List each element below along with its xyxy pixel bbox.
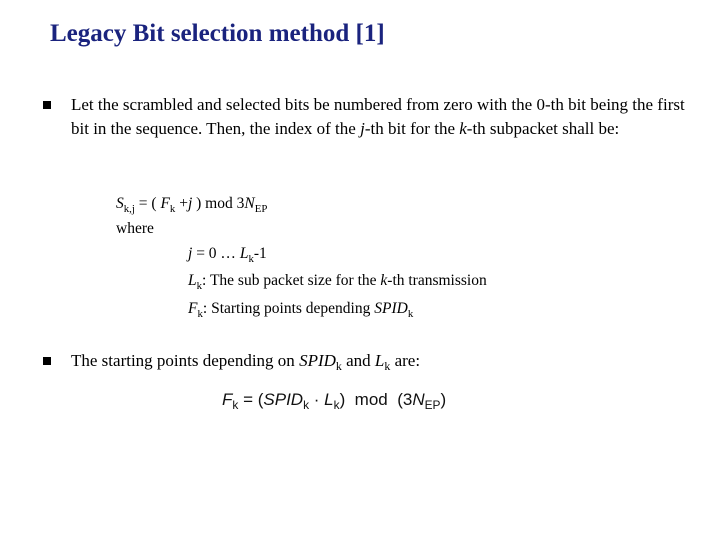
def1-L: L — [239, 245, 249, 262]
bullet2-SPID-sub: k — [335, 359, 342, 374]
eq-F: F — [160, 195, 170, 212]
formula-open3: (3 — [397, 390, 413, 409]
eq-S-sub: k,j — [123, 202, 135, 215]
formula-F: F — [222, 390, 233, 409]
def1-tail: -1 — [253, 245, 267, 262]
def3-F-sub: k — [197, 307, 203, 320]
def2-text: : The sub packet size for the — [202, 272, 381, 289]
eq-N: N — [244, 195, 255, 212]
bullet2-L: L — [374, 351, 385, 370]
bullet-text-1 — [71, 93, 691, 141]
eq-plus: + — [175, 195, 188, 212]
slide-title: Legacy Bit selection method [1] — [50, 20, 385, 47]
def2-k: k — [380, 272, 388, 289]
var-j: j — [360, 119, 365, 138]
formula-close: ) — [339, 390, 346, 409]
def2-tail: -th transmission — [387, 272, 487, 289]
formula-L: L — [324, 390, 334, 409]
bullet-marker-1 — [43, 101, 51, 109]
formula-F-sub: k — [232, 398, 239, 413]
formula-close2: ) — [440, 390, 447, 409]
def2-L: L — [188, 272, 197, 289]
def2-L-sub: k — [196, 279, 203, 292]
eq-F-sub: k — [169, 202, 176, 215]
definition-j — [188, 245, 267, 263]
where-label: where — [116, 220, 154, 237]
formula-dot: · — [309, 390, 325, 409]
def1-j: j — [188, 245, 193, 262]
eq-j: j — [187, 195, 193, 212]
bullet2-SPID: SPID — [299, 351, 336, 370]
bullet1-text-post: -th subpacket shall be: — [466, 119, 620, 138]
starting-point-formula — [222, 390, 447, 413]
bullet-marker-2 — [43, 357, 51, 365]
eq-mod: ) mod 3 — [192, 195, 245, 212]
bullet1-text-mid: -th bit for the — [364, 119, 460, 138]
bullet2-text-post: are: — [390, 351, 421, 370]
formula-L-sub: k — [333, 398, 340, 413]
formula-mod: mod — [345, 390, 398, 409]
formula-SPID: SPID — [263, 390, 304, 409]
def1-L-sub: k — [248, 252, 254, 265]
def3-SPID-sub: k — [407, 307, 414, 320]
def3-SPID: SPID — [374, 300, 408, 317]
definition-F — [188, 300, 413, 318]
bullet2-and: and — [341, 351, 375, 370]
formula-SPID-sub: k — [303, 398, 310, 413]
eq-open: = ( — [134, 195, 161, 212]
eq-N-sub: EP — [254, 202, 268, 215]
formula-N-sub: EP — [424, 398, 441, 413]
formula-N: N — [412, 390, 425, 409]
var-k: k — [459, 119, 467, 138]
def1-text: = 0 … — [192, 245, 240, 262]
bullet2-L-sub: k — [384, 359, 391, 374]
def3-F: F — [188, 300, 198, 317]
bullet2-text-pre: The starting points depending on — [71, 351, 300, 370]
bullet1-text-pre: Let the scrambled and selected bits be numbered from zero with the 0-th bit being the first bit in the sequence. Then, the index of the — [71, 95, 685, 138]
eq-S: S — [116, 195, 124, 212]
def3-text: : Starting points depending — [202, 300, 375, 317]
definition-L — [188, 272, 487, 290]
formula-eq: = ( — [238, 390, 264, 409]
index-equation — [116, 195, 267, 213]
bullet-text-2 — [71, 349, 691, 373]
